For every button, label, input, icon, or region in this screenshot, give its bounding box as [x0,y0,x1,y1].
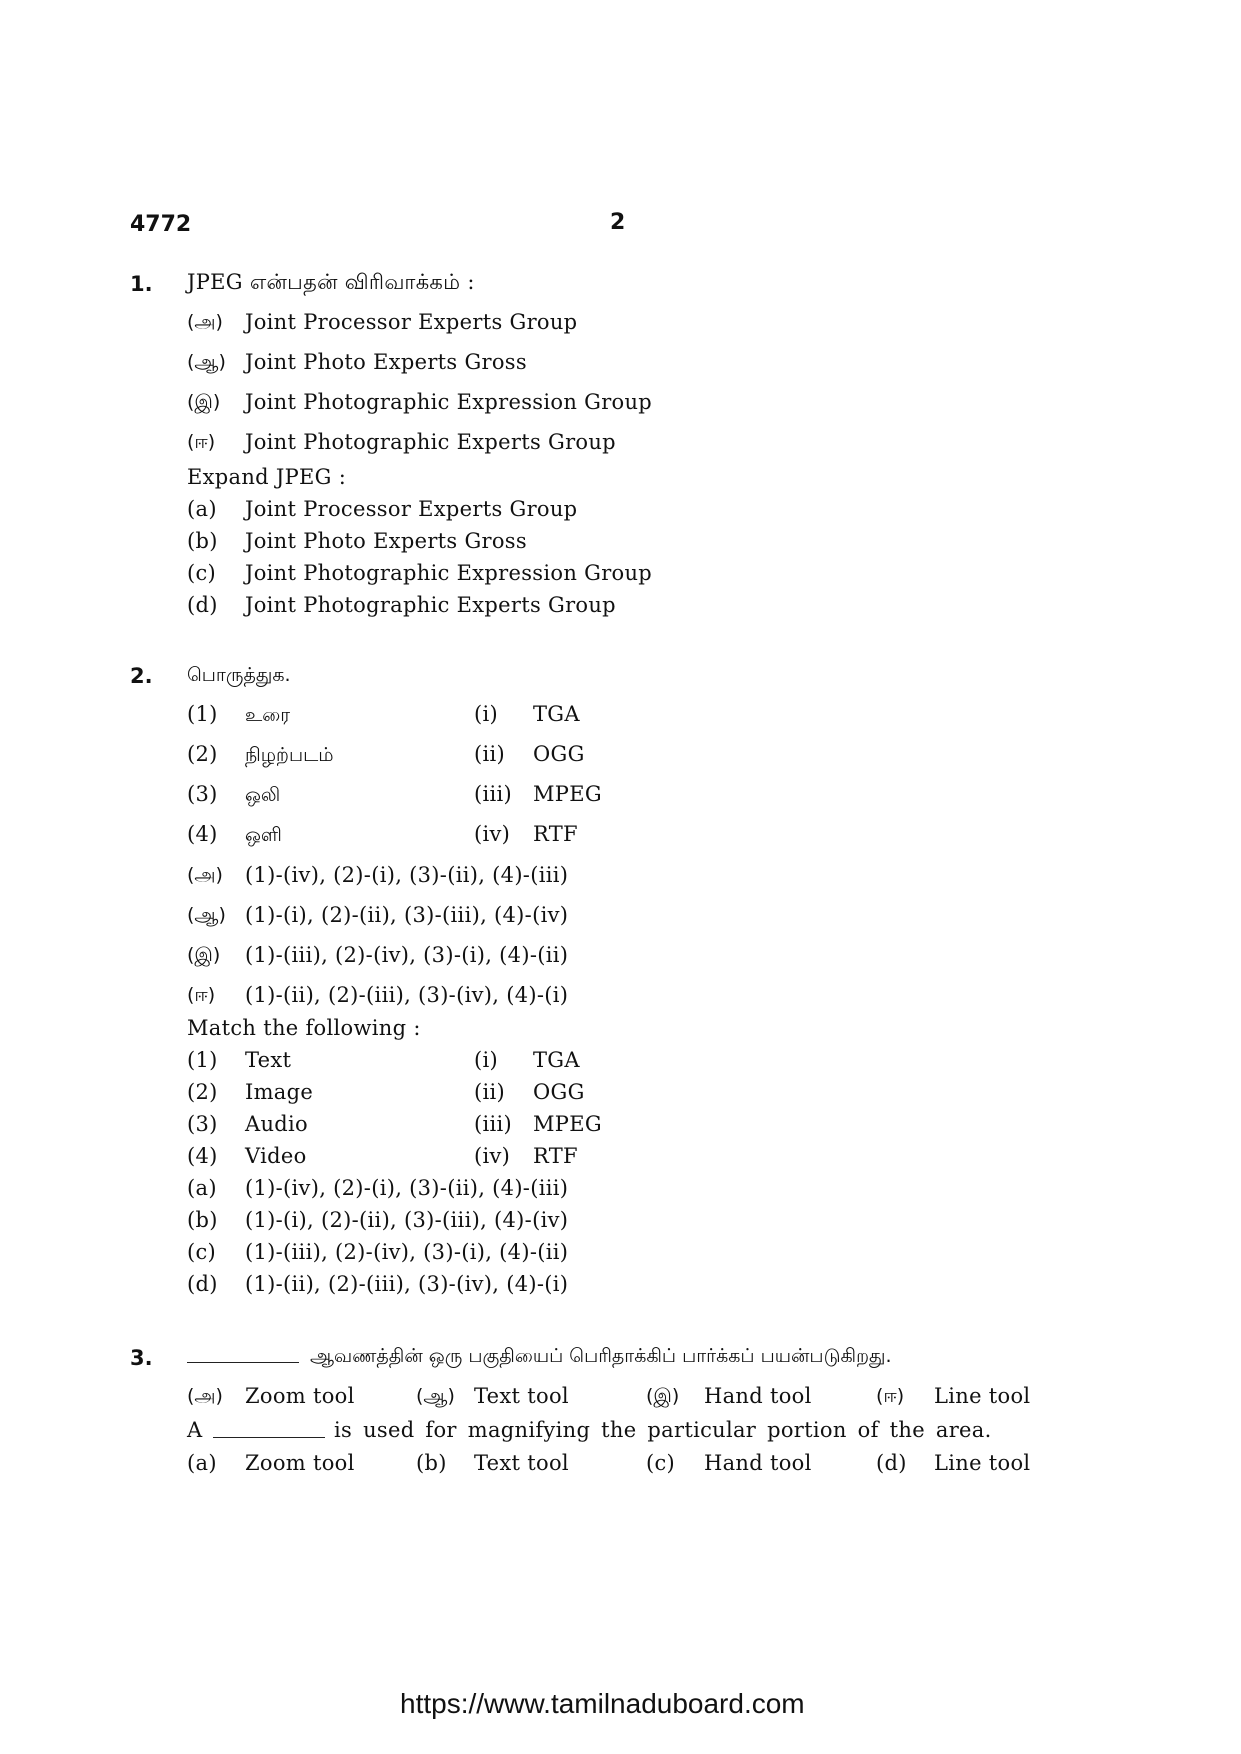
pair-right-item: TGA [533,1048,580,1072]
pair-right-item: OGG [533,1080,585,1104]
option-label: (அ) [187,864,223,886]
pair-right-item: OGG [533,742,585,766]
footer-url[interactable]: https://www.tamilnaduboard.com [400,1688,805,1719]
pair-left-item: Audio [245,1112,308,1136]
pair-right-item: MPEG [533,1112,602,1136]
option-text: Hand tool [704,1451,812,1475]
paper-code: 4772 [130,212,192,237]
pair-right-number: (iii) [474,782,513,806]
option-label: (d) [187,1272,218,1296]
option-text: Joint Photo Experts Gross [245,529,527,553]
pair-right-number: (i) [474,1048,499,1072]
option-label: (ஆ) [416,1385,455,1407]
pair-left-number: (4) [187,1144,218,1168]
pair-right-number: (ii) [474,1080,506,1104]
blank-line [187,1340,299,1363]
question-text-tamil: JPEG என்பதன் விரிவாக்கம் : [187,270,475,294]
option-label: (b) [187,1208,218,1232]
pair-left-number: (4) [187,822,218,846]
question-text-tamil: பொருத்துக. [187,664,291,686]
pair-right-number: (iv) [474,822,511,846]
pair-right-item: RTF [533,1144,578,1168]
option-label: (a) [187,497,217,521]
option-label: (அ) [187,311,223,333]
option-label: (ஈ) [187,431,216,453]
pair-right-item: MPEG [533,782,602,806]
pair-right-number: (i) [474,702,499,726]
question-number: 1. [130,272,153,296]
english-prefix: A [187,1418,203,1442]
pair-right-number: (ii) [474,742,506,766]
option-text: Joint Photo Experts Gross [245,350,527,374]
option-text: (1)-(iii), (2)-(iv), (3)-(i), (4)-(ii) [245,1240,569,1264]
option-text: Joint Photographic Experts Group [245,430,616,454]
pair-left-number: (2) [187,1080,218,1104]
pair-left-number: (3) [187,1112,218,1136]
blank-line [213,1415,325,1438]
pair-left-item: ஒலி [245,784,281,806]
pair-right-item: TGA [533,702,580,726]
pair-left-number: (1) [187,702,218,726]
option-text: Zoom tool [245,1384,355,1408]
option-text: (1)-(i), (2)-(ii), (3)-(iii), (4)-(iv) [245,903,569,927]
option-label: (d) [876,1451,907,1475]
option-label: (ஆ) [187,904,226,926]
pair-left-item: Image [245,1080,314,1104]
option-text: (1)-(ii), (2)-(iii), (3)-(iv), (4)-(i) [245,1272,569,1296]
option-label: (ஈ) [187,984,216,1006]
question-number: 2. [130,664,153,688]
question-text-english: Expand JPEG : [187,465,347,489]
page-number: 2 [610,210,626,235]
pair-left-number: (3) [187,782,218,806]
question-text-english: Match the following : [187,1016,421,1040]
pair-right-number: (iii) [474,1112,513,1136]
pair-left-item: நிழற்படம் [245,744,334,766]
option-text: Line tool [934,1451,1031,1475]
option-label: (இ) [187,391,221,413]
question-text-english: is used for magnifying the particular portion of the area. [334,1418,992,1442]
option-text: Hand tool [704,1384,812,1408]
option-label: (d) [187,593,218,617]
pair-right-item: RTF [533,822,578,846]
option-text: Joint Photographic Expression Group [245,390,653,414]
option-label: (c) [187,561,217,585]
option-label: (a) [187,1176,217,1200]
pair-left-item: Video [245,1144,307,1168]
option-text: (1)-(iii), (2)-(iv), (3)-(i), (4)-(ii) [245,943,569,967]
option-text: Joint Processor Experts Group [245,310,578,334]
question-text-tamil: ஆவணத்தின் ஒரு பகுதியைப் பெரிதாக்கிப் பார்க்கப் பயன்படுகிறது. [310,1345,892,1367]
option-text: (1)-(iv), (2)-(i), (3)-(ii), (4)-(iii) [245,1176,569,1200]
pair-left-number: (1) [187,1048,218,1072]
option-label: (b) [416,1451,447,1475]
option-text: Line tool [934,1384,1031,1408]
option-label: (ஈ) [876,1385,905,1407]
option-text: (1)-(ii), (2)-(iii), (3)-(iv), (4)-(i) [245,983,569,1007]
pair-left-item: Text [245,1048,292,1072]
option-label: (ஆ) [187,351,226,373]
pair-left-number: (2) [187,742,218,766]
pair-right-number: (iv) [474,1144,511,1168]
option-label: (b) [187,529,218,553]
option-text: (1)-(iv), (2)-(i), (3)-(ii), (4)-(iii) [245,863,569,887]
option-text: Text tool [474,1384,569,1408]
option-label: (இ) [646,1385,680,1407]
option-label: (அ) [187,1385,223,1407]
pair-left-item: உரை [245,704,291,726]
pair-left-item: ஒளி [245,824,282,846]
option-label: (இ) [187,944,221,966]
option-text: Joint Processor Experts Group [245,497,578,521]
option-label: (a) [187,1451,217,1475]
option-text: Zoom tool [245,1451,355,1475]
option-text: (1)-(i), (2)-(ii), (3)-(iii), (4)-(iv) [245,1208,569,1232]
option-text: Text tool [474,1451,569,1475]
option-text: Joint Photographic Expression Group [245,561,653,585]
question-number: 3. [130,1346,153,1370]
option-text: Joint Photographic Experts Group [245,593,616,617]
option-label: (c) [187,1240,217,1264]
option-label: (c) [646,1451,676,1475]
